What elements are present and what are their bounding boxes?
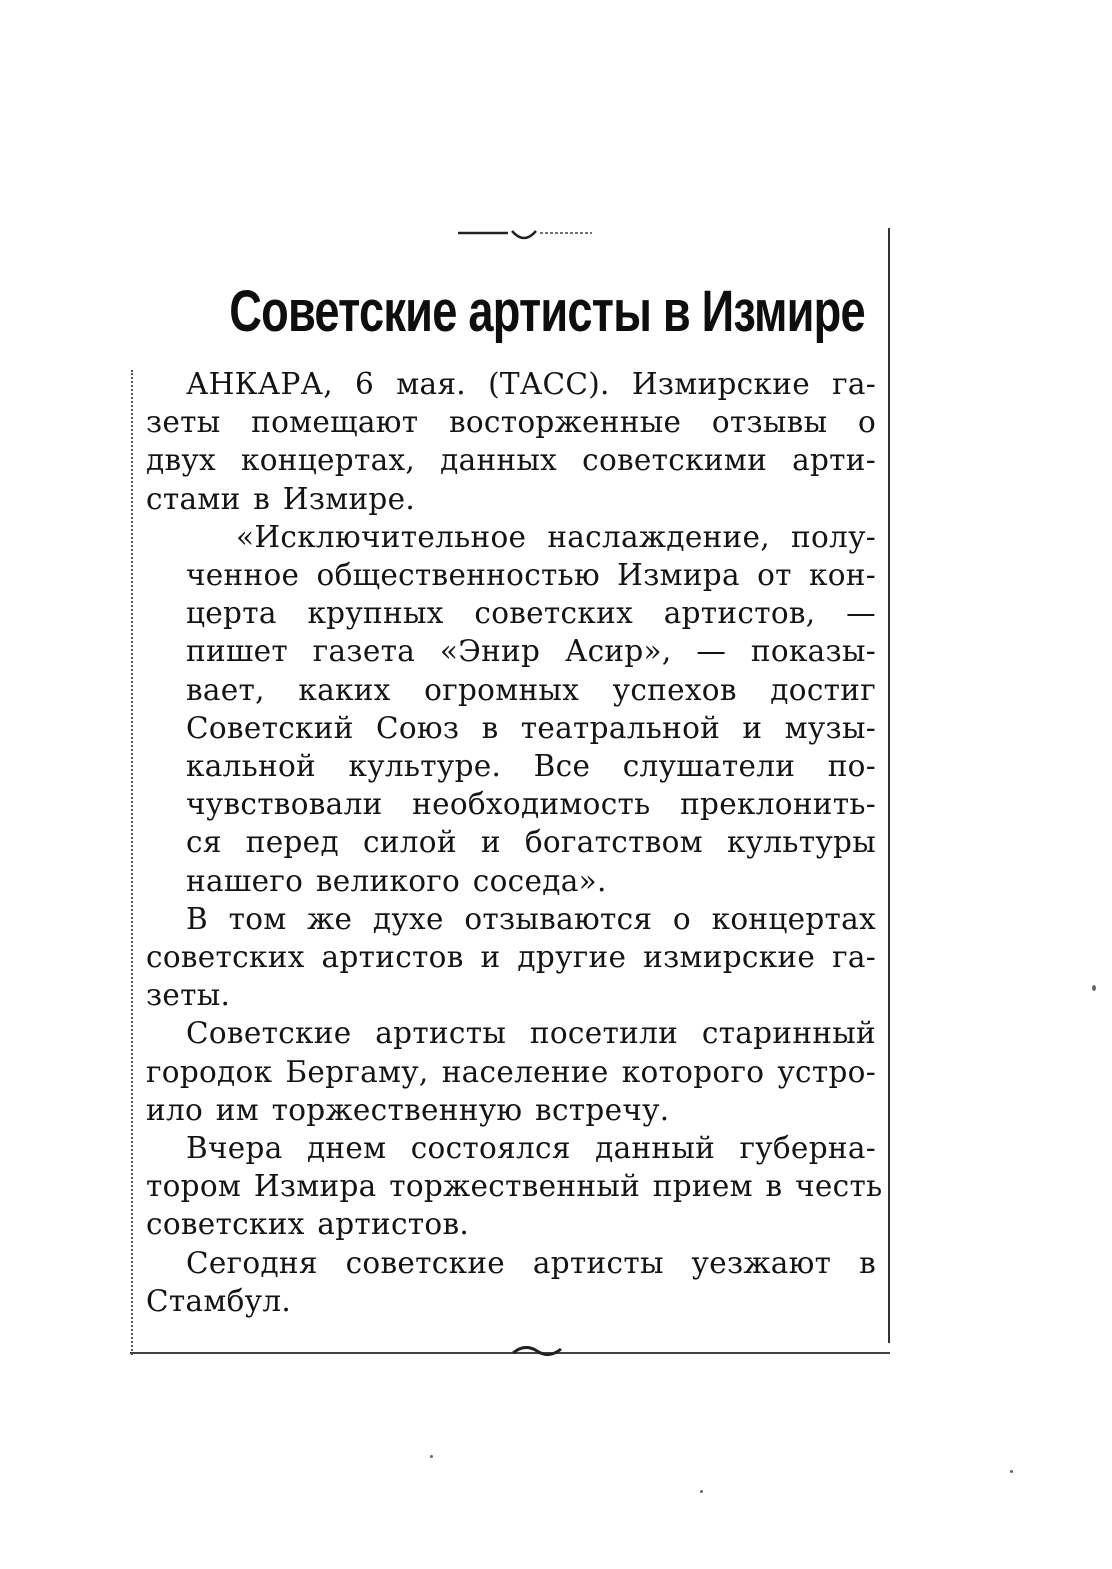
text-line: Вчера днем состоялся данный губерна- (186, 1131, 876, 1166)
text-line: зеты. (146, 978, 231, 1013)
text-line: советских артистов и другие измирские га- (146, 940, 876, 975)
text-line: ченное общественностью Измира от кон- (186, 558, 876, 593)
text-line: двух концертах, данных советскими арти- (146, 443, 876, 478)
text-line: стами в Измире. (146, 481, 416, 516)
top-ornament-icon (456, 225, 596, 245)
text-line: Стамбул. (146, 1283, 292, 1318)
text-line: советских артистов. (146, 1207, 470, 1242)
text-line: ило им торжественную встречу. (146, 1092, 670, 1127)
text-line: АНКАРА, 6 мая. (ТАСС). Измирские га- (186, 367, 876, 401)
text-line: церта крупных советских артистов, — (186, 596, 876, 631)
text-line: вает, каких огромных успехов достиг (186, 672, 876, 707)
paragraph-2 (146, 518, 876, 900)
text-line: Советский Союз в театральной и музы- (186, 710, 876, 745)
text-line: городок Бергаму, население которого устро- (146, 1054, 876, 1089)
scan-speck (700, 1490, 703, 1493)
text-line: Советские артисты посетили старинный (186, 1016, 876, 1051)
paragraph-6 (146, 1244, 876, 1320)
bottom-ornament-icon (505, 1343, 575, 1361)
text-line: тором Измира торжественный прием в честь (146, 1169, 883, 1204)
scan-speck (430, 1455, 433, 1458)
article-title: Советские артисты в Измире (229, 279, 865, 344)
paragraph-4 (146, 1014, 876, 1129)
text-line: В том же духе отзываются о концертах (186, 901, 876, 936)
clipping-right-border (888, 228, 890, 1343)
text-line: чувствовали необходимость преклонить- (186, 787, 876, 822)
text-line: ся перед силой и богатством культуры (186, 825, 876, 860)
text-line: «Исключительное наслаждение, полу- (236, 519, 876, 554)
text-line: пишет газета «Энир Асир», — показы- (186, 634, 876, 669)
text-line: нашего великого соседа». (186, 863, 607, 898)
scan-speck (1092, 985, 1096, 991)
scan-speck (1010, 1470, 1013, 1473)
clipping-left-border (131, 370, 133, 1355)
article-body (146, 365, 883, 1320)
text-line: кальной культуре. Все слушатели по- (186, 749, 876, 784)
text-line: Сегодня советские артисты уезжают в (186, 1245, 876, 1280)
paragraph-1 (146, 365, 876, 518)
text-line: зеты помещают восторженные отзывы о (146, 405, 876, 440)
paragraph-5 (146, 1129, 883, 1244)
paragraph-3 (146, 900, 876, 1015)
